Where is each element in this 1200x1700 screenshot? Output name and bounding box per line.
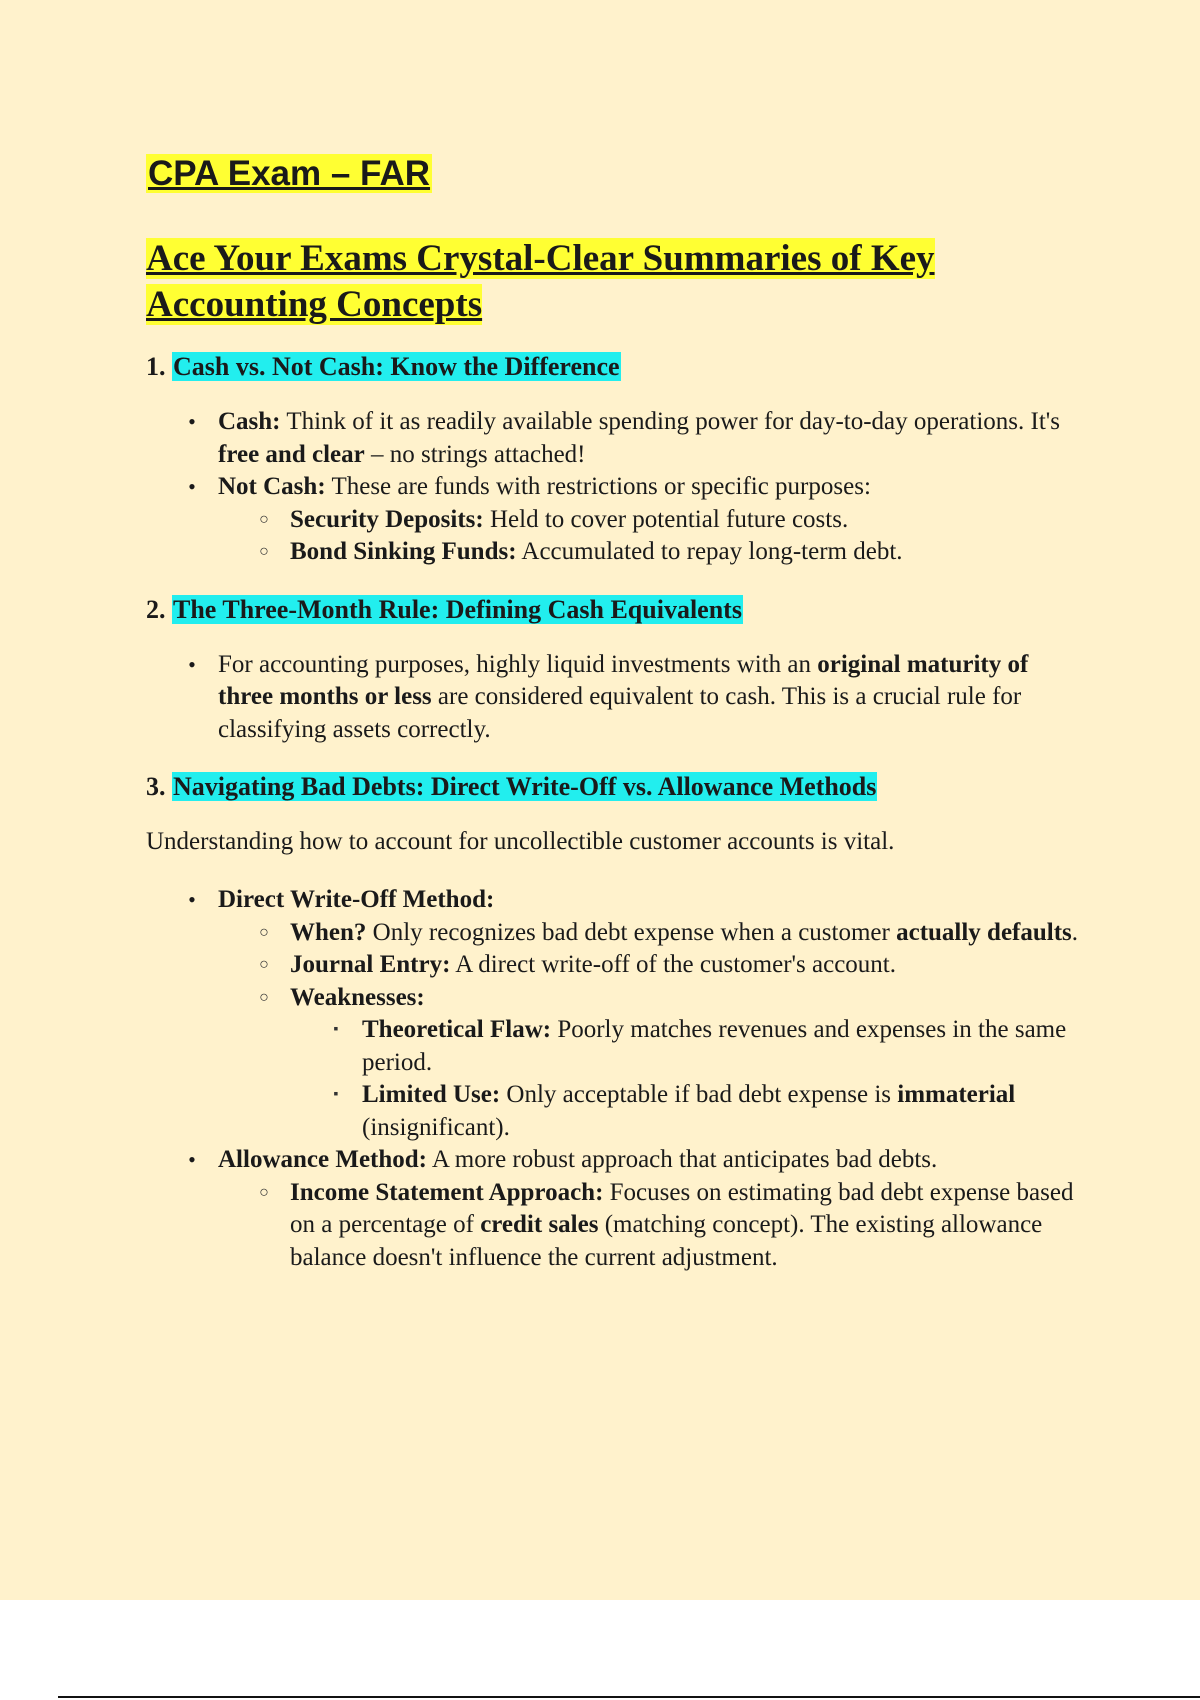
item-text: Think of it as readily available spending power for day-to-day operations. It's bbox=[280, 408, 1061, 435]
bullet-dot-icon: • bbox=[188, 409, 196, 434]
item-text: Poorly matches revenues and expenses in the same period. bbox=[362, 1016, 1067, 1076]
item-text: . bbox=[1071, 918, 1079, 946]
list-item-allowance-method bbox=[146, 1144, 1086, 1274]
section-1-number: 1. bbox=[146, 352, 166, 381]
item-text: are considered equivalent to cash. This is a crucial rule for classifying assets correctly. bbox=[218, 683, 1022, 743]
item-label: Cash: bbox=[218, 408, 281, 435]
section-3-body bbox=[146, 884, 1086, 1274]
item-label: Security Deposits: bbox=[290, 505, 484, 533]
bullet-circle-icon: ○ bbox=[259, 1183, 269, 1201]
bullet-square-icon: ▪ bbox=[333, 1087, 339, 1102]
section-3-title: Navigating Bad Debts: Direct Write-Off vs. Allowance Methods bbox=[173, 772, 877, 801]
item-label: Direct Write-Off Method: bbox=[218, 886, 495, 913]
subsublist-item-limited-use bbox=[290, 1079, 1086, 1144]
item-text: These are funds with restrictions or specific purposes: bbox=[325, 473, 871, 500]
title-block bbox=[146, 148, 1086, 200]
section-1-heading bbox=[146, 350, 1086, 384]
item-text: (insignificant). bbox=[362, 1113, 510, 1141]
section-3-list bbox=[146, 884, 1086, 1274]
subtitle-line-2: Accounting Concepts bbox=[146, 284, 483, 325]
bullet-circle-icon: ○ bbox=[259, 988, 269, 1006]
subsublist-item-theoretical-flaw bbox=[290, 1014, 1086, 1079]
section-2-body bbox=[146, 649, 1086, 747]
bullet-dot-icon: • bbox=[188, 474, 196, 499]
sublist-item-bond-sinking-funds bbox=[218, 536, 1086, 569]
item-text: For accounting purposes, highly liquid investments with an bbox=[218, 650, 818, 678]
item-label: Allowance Method: bbox=[218, 1146, 427, 1173]
item-text: Focuses on estimating bad debt expense based on a percentage of bbox=[290, 1178, 1074, 1238]
item-text: Held to cover potential future costs. bbox=[483, 505, 849, 533]
document-title: CPA Exam – FAR bbox=[148, 154, 431, 193]
bullet-circle-icon: ○ bbox=[259, 923, 269, 941]
section-3-heading bbox=[146, 770, 1086, 804]
item-text: – no strings attached! bbox=[364, 440, 586, 468]
footer-divider bbox=[58, 1696, 1200, 1698]
item-text: Only recognizes bad debt expense when a customer bbox=[366, 918, 897, 946]
item-text: Only acceptable if bad debt expense is bbox=[500, 1081, 898, 1108]
item-label: Theoretical Flaw: bbox=[362, 1016, 552, 1043]
document-content bbox=[146, 148, 1086, 1298]
item-bold-text: free and clear bbox=[218, 440, 365, 468]
sublist-item-when bbox=[218, 917, 1086, 950]
section-1-title: Cash vs. Not Cash: Know the Difference bbox=[173, 352, 620, 381]
document-subtitle bbox=[146, 236, 1086, 328]
section-2-heading bbox=[146, 593, 1086, 627]
section-2-list bbox=[146, 649, 1086, 747]
section-3-intro: Understanding how to account for uncollectible customer accounts is vital. bbox=[146, 828, 895, 855]
item-bold-text: immaterial bbox=[897, 1081, 1016, 1108]
section-1-list bbox=[146, 406, 1086, 569]
sublist-item-income-statement-approach bbox=[218, 1177, 1086, 1275]
item-text: Accumulated to repay long-term debt. bbox=[516, 538, 903, 565]
item-label: Weaknesses: bbox=[290, 983, 425, 1011]
item-label: Income Statement Approach: bbox=[290, 1178, 604, 1206]
section-2-number: 2. bbox=[146, 594, 166, 624]
item-label: Limited Use: bbox=[362, 1081, 501, 1108]
item-bold-text: credit sales bbox=[480, 1211, 599, 1238]
bullet-circle-icon: ○ bbox=[259, 956, 269, 973]
section-3-number: 3. bbox=[146, 772, 166, 801]
bullet-square-icon: ▪ bbox=[333, 1022, 339, 1037]
subtitle-line-1: Ace Your Exams Crystal-Clear Summaries of Key bbox=[146, 238, 935, 279]
item-text: A direct write-off of the customer's account. bbox=[450, 951, 897, 978]
allowance-method-sublist bbox=[218, 1177, 1086, 1275]
weaknesses-sublist bbox=[290, 1014, 1086, 1144]
not-cash-sublist bbox=[218, 504, 1086, 569]
list-item-three-month-rule bbox=[146, 649, 1086, 747]
bullet-circle-icon: ○ bbox=[259, 510, 269, 528]
bullet-dot-icon: • bbox=[188, 1147, 196, 1172]
list-item-cash bbox=[146, 406, 1086, 471]
item-label: Not Cash: bbox=[218, 473, 326, 500]
item-bold-text: original maturity of three months or less bbox=[218, 650, 1029, 710]
bullet-dot-icon: • bbox=[188, 651, 196, 677]
sublist-item-security-deposits bbox=[218, 504, 1086, 537]
item-label: Journal Entry: bbox=[290, 951, 451, 978]
bullet-dot-icon: • bbox=[188, 887, 196, 912]
section-2-title: The Three-Month Rule: Defining Cash Equivalents bbox=[173, 594, 742, 624]
sublist-item-weaknesses bbox=[218, 982, 1086, 1145]
list-item-not-cash bbox=[146, 471, 1086, 569]
list-item-direct-write-off bbox=[146, 884, 1086, 1144]
direct-write-off-sublist bbox=[218, 917, 1086, 1145]
section-1-body bbox=[146, 406, 1086, 569]
item-text: A more robust approach that anticipates bad debts. bbox=[427, 1146, 938, 1173]
item-label: When? bbox=[290, 918, 367, 946]
bullet-circle-icon: ○ bbox=[259, 543, 269, 560]
item-label: Bond Sinking Funds: bbox=[290, 538, 517, 565]
item-bold-text: actually defaults bbox=[896, 918, 1072, 946]
sublist-item-journal-entry bbox=[218, 949, 1086, 982]
item-text: (matching concept). The existing allowance balance doesn't influence the current adjustment. bbox=[290, 1211, 1043, 1271]
